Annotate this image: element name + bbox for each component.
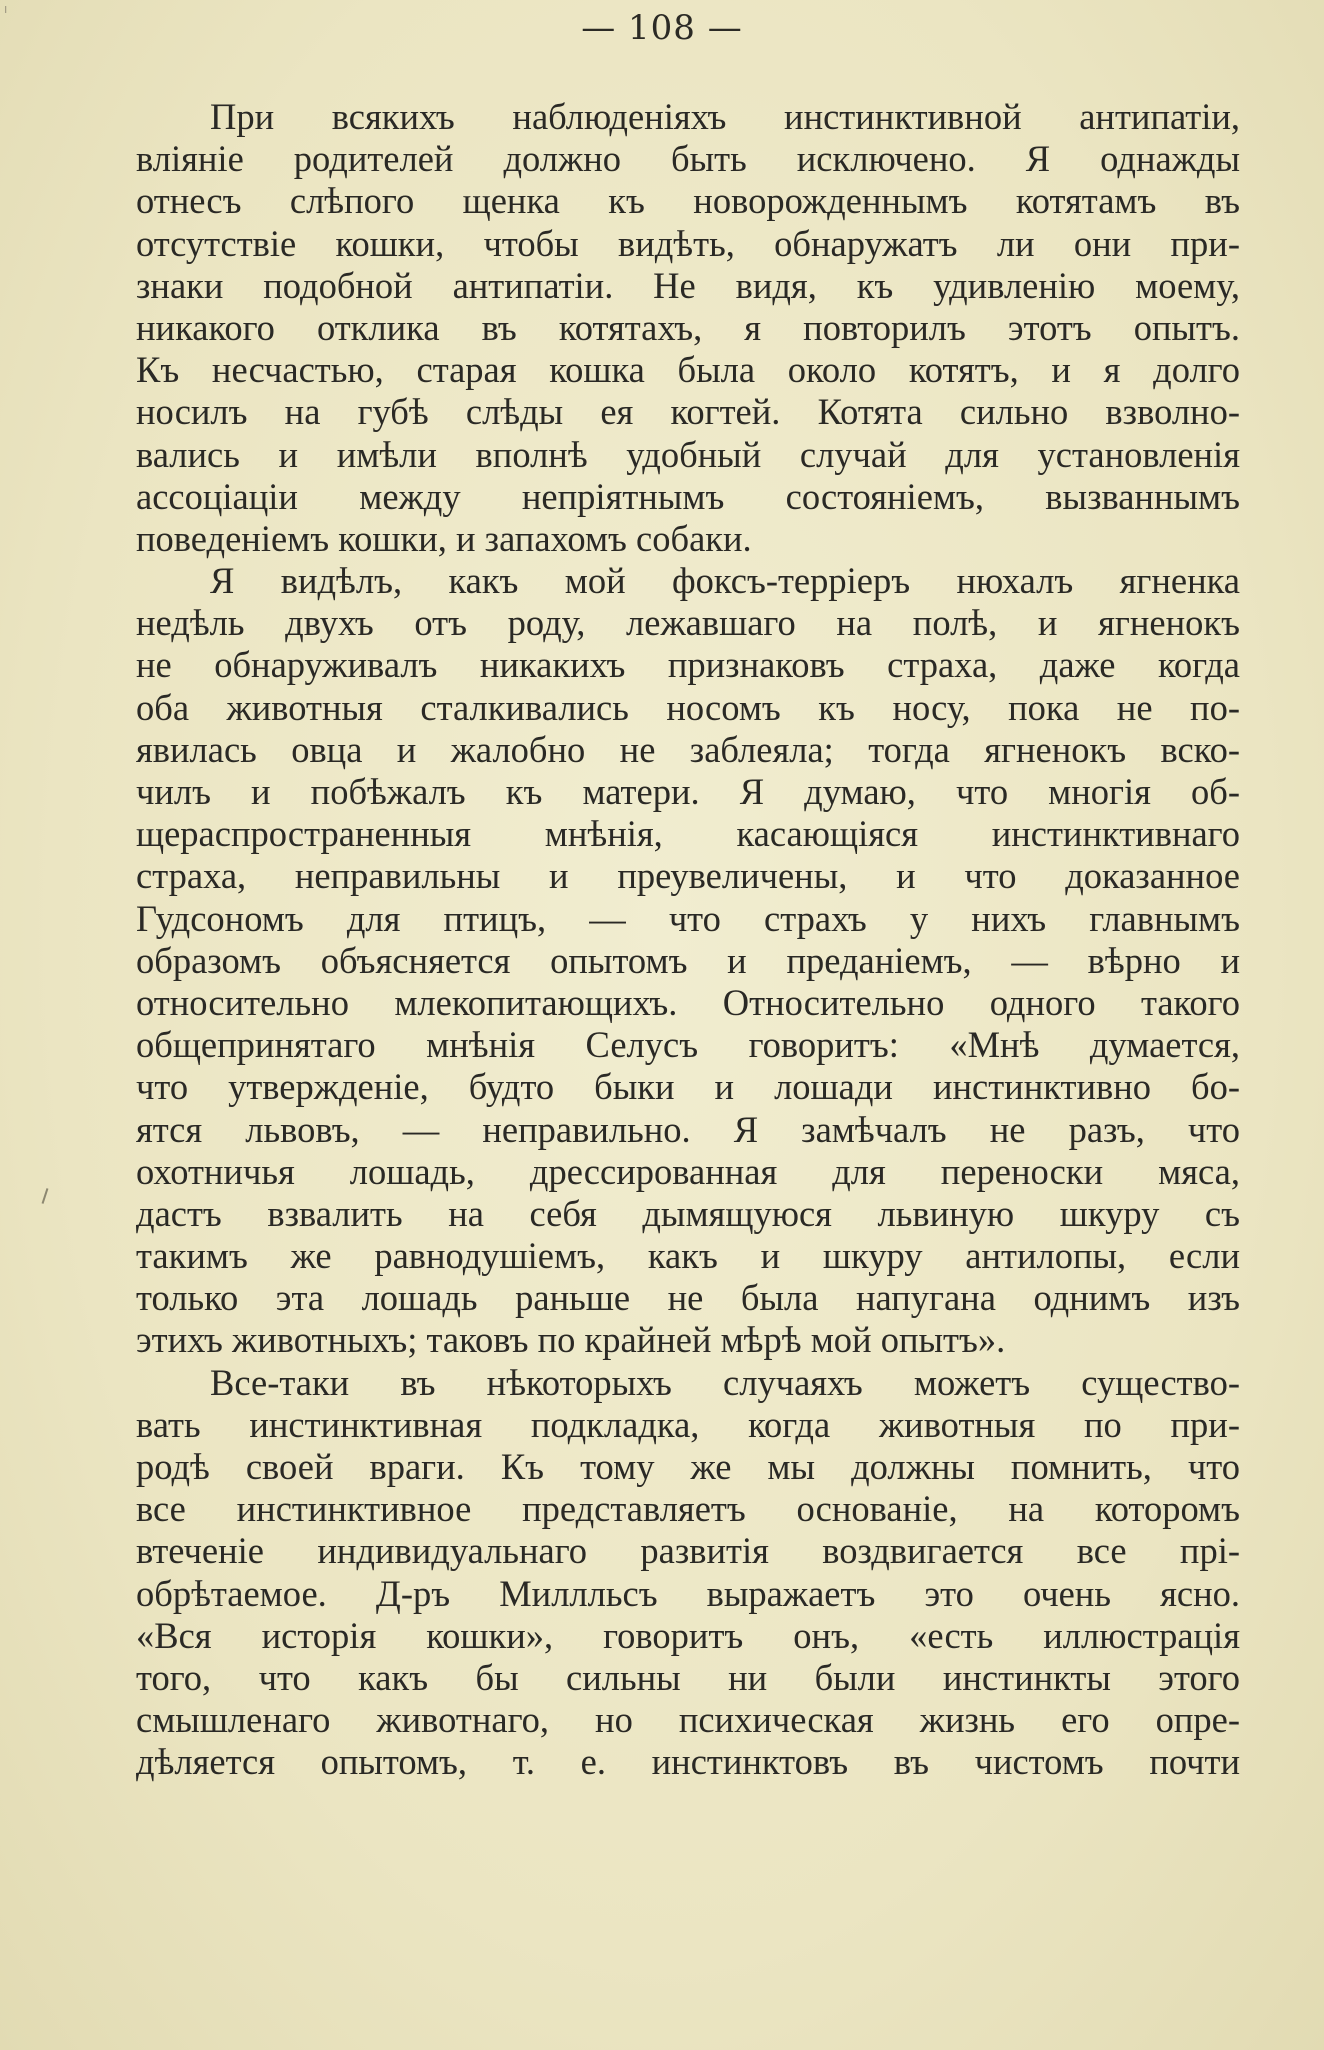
text-line: отсутствіе кошки, чтобы видѣть, обнаружатъ ли они при- [136,222,1240,264]
text-line: «Вся исторія кошки», говоритъ онъ, «есть иллюстрація [136,1614,1240,1656]
text-line: охотничья лошадь, дрессированная для переноски мяса, [136,1150,1240,1192]
text-line: родѣ своей враги. Къ тому же мы должны помнить, что [136,1446,1240,1487]
text-line: ятся львовъ, — неправильно. Я замѣчалъ не разъ, что [136,1108,1240,1150]
text-line: такимъ же равнодушіемъ, какъ и шкуру антилопы, если [136,1235,1240,1277]
text-line: оба животныя сталкивались носомъ къ носу, пока не по- [136,686,1240,728]
text-line: отнесъ слѣпого щенка къ новорожденнымъ котятамъ въ [136,180,1240,222]
text-line: образомъ объясняется опытомъ и преданіемъ, — вѣрно и [136,939,1240,981]
text-line: явилась овца и жалобно не заблеяла; тогда ягненокъ вско- [136,728,1240,770]
text-line: дѣляется опытомъ, т. е. инстинктовъ въ чистомъ почти [136,1741,1240,1783]
paragraph-first-line: Я видѣлъ, какъ мой фоксъ-терріеръ нюхалъ ягненка [210,560,1240,602]
text-line: вались и имѣли вполнѣ удобный случай для установленія [136,433,1240,475]
paragraph-first-line: При всякихъ наблюденіяхъ инстинктивной антипатіи, [210,96,1240,137]
text-line: не обнаруживалъ никакихъ признаковъ страха, даже когда [136,644,1240,686]
text-line: что утвержденіе, будто быки и лошади инстинктивно бо- [136,1066,1240,1108]
text-line: вать инстинктивная подкладка, когда животныя по при- [136,1403,1240,1445]
text-line: вліяніе родителей должно быть исключено. Я однажды [136,138,1240,180]
text-line: только эта лошадь раньше не была напугана однимъ изъ [136,1277,1240,1319]
text-line: втеченіе индивидуальнаго развитія воздвигается все прі- [136,1530,1240,1572]
text-line: носилъ на губѣ слѣды ея когтей. Котята сильно взволно- [136,391,1240,433]
text-line: Гудсономъ для птицъ, — что страхъ у нихъ главнымъ [136,897,1240,939]
text-line: относительно млекопитающихъ. Относительно одного такого [136,981,1240,1023]
text-line: Къ несчастью, старая кошка была около котятъ, и я долго [136,349,1240,391]
text-line: обрѣтаемое. Д-ръ Миллльсъ выражаетъ это очень ясно. [136,1572,1240,1614]
page-number: — 108 — [581,8,743,48]
text-line: щераспространенныя мнѣнія, касающіяся инстинктивнаго [136,813,1240,855]
body-text [136,96,1240,1784]
text-line: поведеніемъ кошки, и запахомъ собаки. [136,517,752,559]
text-line: знаки подобной антипатіи. Не видя, къ удивленію моему, [136,264,1240,306]
text-line: этихъ животныхъ; таковъ по крайней мѣрѣ мой опытъ». [136,1319,1006,1361]
text-line: общепринятаго мнѣнія Селусъ говоритъ: «Мнѣ думается, [136,1024,1240,1066]
text-line: смышленаго животнаго, но психическая жизнь его опре- [136,1699,1240,1741]
margin-mark [42,1188,49,1204]
text-line: ассоціаціи между непріятнымъ состояніемъ, вызваннымъ [136,475,1240,517]
text-line: чилъ и побѣжалъ къ матери. Я думаю, что многія об- [136,771,1240,812]
text-line: того, что какъ бы сильны ни были инстинкты этого [136,1656,1240,1698]
text-line: дастъ взвалить на себя дымящуюся львиную шкуру съ [136,1192,1240,1234]
text-line: все инстинктивное представляетъ основаніе, на которомъ [136,1488,1240,1530]
text-line: никакого отклика въ котятахъ, я повторилъ этотъ опытъ. [136,306,1240,348]
text-line: недѣль двухъ отъ роду, лежавшаго на полѣ, и ягненокъ [136,602,1240,644]
text-line: страха, неправильны и преувеличены, и что доказанное [136,855,1240,897]
corner-mark: ı [4,2,8,16]
paragraph-first-line: Все-таки въ нѣкоторыхъ случаяхъ можетъ существо- [210,1361,1240,1403]
